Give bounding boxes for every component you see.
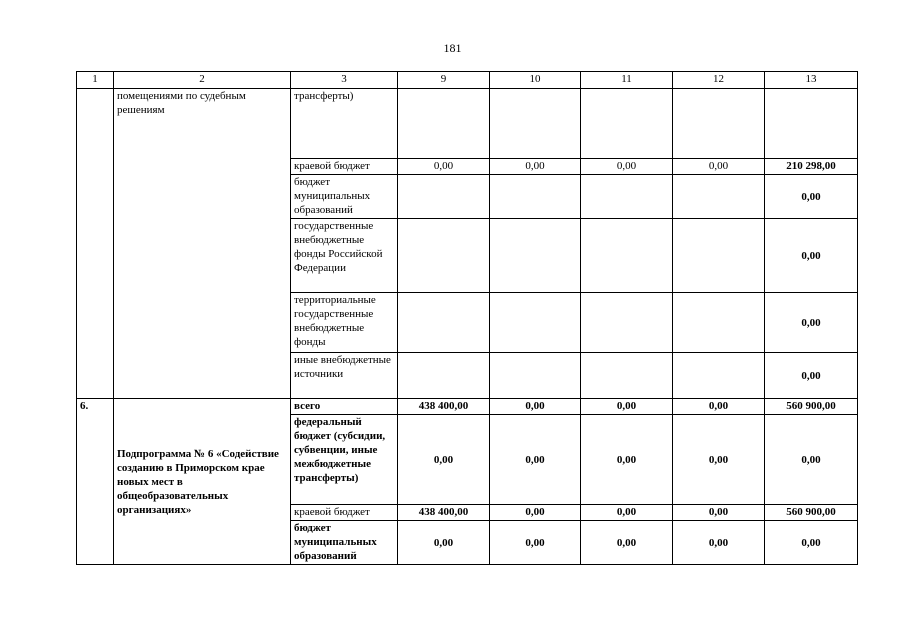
column-header: 2	[114, 72, 291, 89]
value-cell	[398, 353, 490, 399]
column-header: 11	[581, 72, 673, 89]
funding-source: краевой бюджет	[291, 159, 398, 175]
value-cell: 0,00	[765, 175, 858, 219]
value-cell	[398, 293, 490, 353]
funding-source: государственные внебюджетные фонды Российской Федерации	[291, 219, 398, 293]
value-cell: 0,00	[490, 505, 581, 521]
index-cell	[77, 89, 114, 399]
value-cell: 0,00	[765, 521, 858, 565]
value-cell	[490, 293, 581, 353]
value-cell: 0,00	[490, 521, 581, 565]
value-cell	[673, 175, 765, 219]
column-header: 13	[765, 72, 858, 89]
column-header: 3	[291, 72, 398, 89]
value-cell	[581, 219, 673, 293]
value-cell: 0,00	[490, 159, 581, 175]
value-cell	[398, 89, 490, 159]
value-cell: 0,00	[398, 415, 490, 505]
table-row	[77, 89, 858, 159]
value-cell: 0,00	[490, 399, 581, 415]
value-cell: 0,00	[765, 219, 858, 293]
funding-source: всего	[291, 399, 398, 415]
value-cell	[398, 219, 490, 293]
program-index: 6.	[77, 399, 114, 565]
value-cell	[581, 175, 673, 219]
funding-source: бюджет муниципальных образований	[291, 521, 398, 565]
value-cell: 0,00	[765, 415, 858, 505]
value-cell: 0,00	[673, 159, 765, 175]
measure-name: помещениями по судебным решениям	[114, 89, 291, 399]
header-row	[77, 72, 858, 89]
value-cell: 0,00	[673, 399, 765, 415]
value-cell: 0,00	[765, 353, 858, 399]
value-cell: 210 298,00	[765, 159, 858, 175]
value-cell: 438 400,00	[398, 399, 490, 415]
program-name: Подпрограмма № 6 «Содействие созданию в Приморском крае новых мест в общеобразовательных организациях»	[114, 399, 291, 565]
value-cell	[581, 353, 673, 399]
value-cell: 0,00	[581, 505, 673, 521]
value-cell: 0,00	[398, 159, 490, 175]
value-cell: 0,00	[490, 415, 581, 505]
value-cell: 0,00	[398, 521, 490, 565]
value-cell	[490, 89, 581, 159]
funding-source: федеральный бюджет (субсидии, субвенции, иные межбюджетные трансферты)	[291, 415, 398, 505]
value-cell	[673, 353, 765, 399]
funding-source: иные внебюджетные источники	[291, 353, 398, 399]
funding-source: трансферты)	[291, 89, 398, 159]
value-cell	[581, 89, 673, 159]
value-cell	[765, 89, 858, 159]
value-cell: 0,00	[581, 159, 673, 175]
value-cell: 438 400,00	[398, 505, 490, 521]
table-row	[77, 399, 858, 415]
value-cell: 0,00	[673, 521, 765, 565]
column-header: 12	[673, 72, 765, 89]
value-cell	[673, 293, 765, 353]
value-cell	[490, 219, 581, 293]
value-cell: 0,00	[581, 521, 673, 565]
funding-source: бюджет муниципальных образований	[291, 175, 398, 219]
value-cell: 560 900,00	[765, 399, 858, 415]
value-cell: 0,00	[581, 399, 673, 415]
column-header: 1	[77, 72, 114, 89]
value-cell	[673, 219, 765, 293]
budget-table	[76, 71, 858, 565]
funding-source: краевой бюджет	[291, 505, 398, 521]
value-cell: 0,00	[673, 415, 765, 505]
column-header: 10	[490, 72, 581, 89]
value-cell	[490, 175, 581, 219]
value-cell	[673, 89, 765, 159]
value-cell: 0,00	[673, 505, 765, 521]
column-header: 9	[398, 72, 490, 89]
value-cell: 560 900,00	[765, 505, 858, 521]
funding-source: территориальные государственные внебюджетные фонды	[291, 293, 398, 353]
value-cell	[581, 293, 673, 353]
page-number: 181	[443, 41, 462, 55]
value-cell: 0,00	[765, 293, 858, 353]
value-cell	[490, 353, 581, 399]
value-cell	[398, 175, 490, 219]
value-cell: 0,00	[581, 415, 673, 505]
